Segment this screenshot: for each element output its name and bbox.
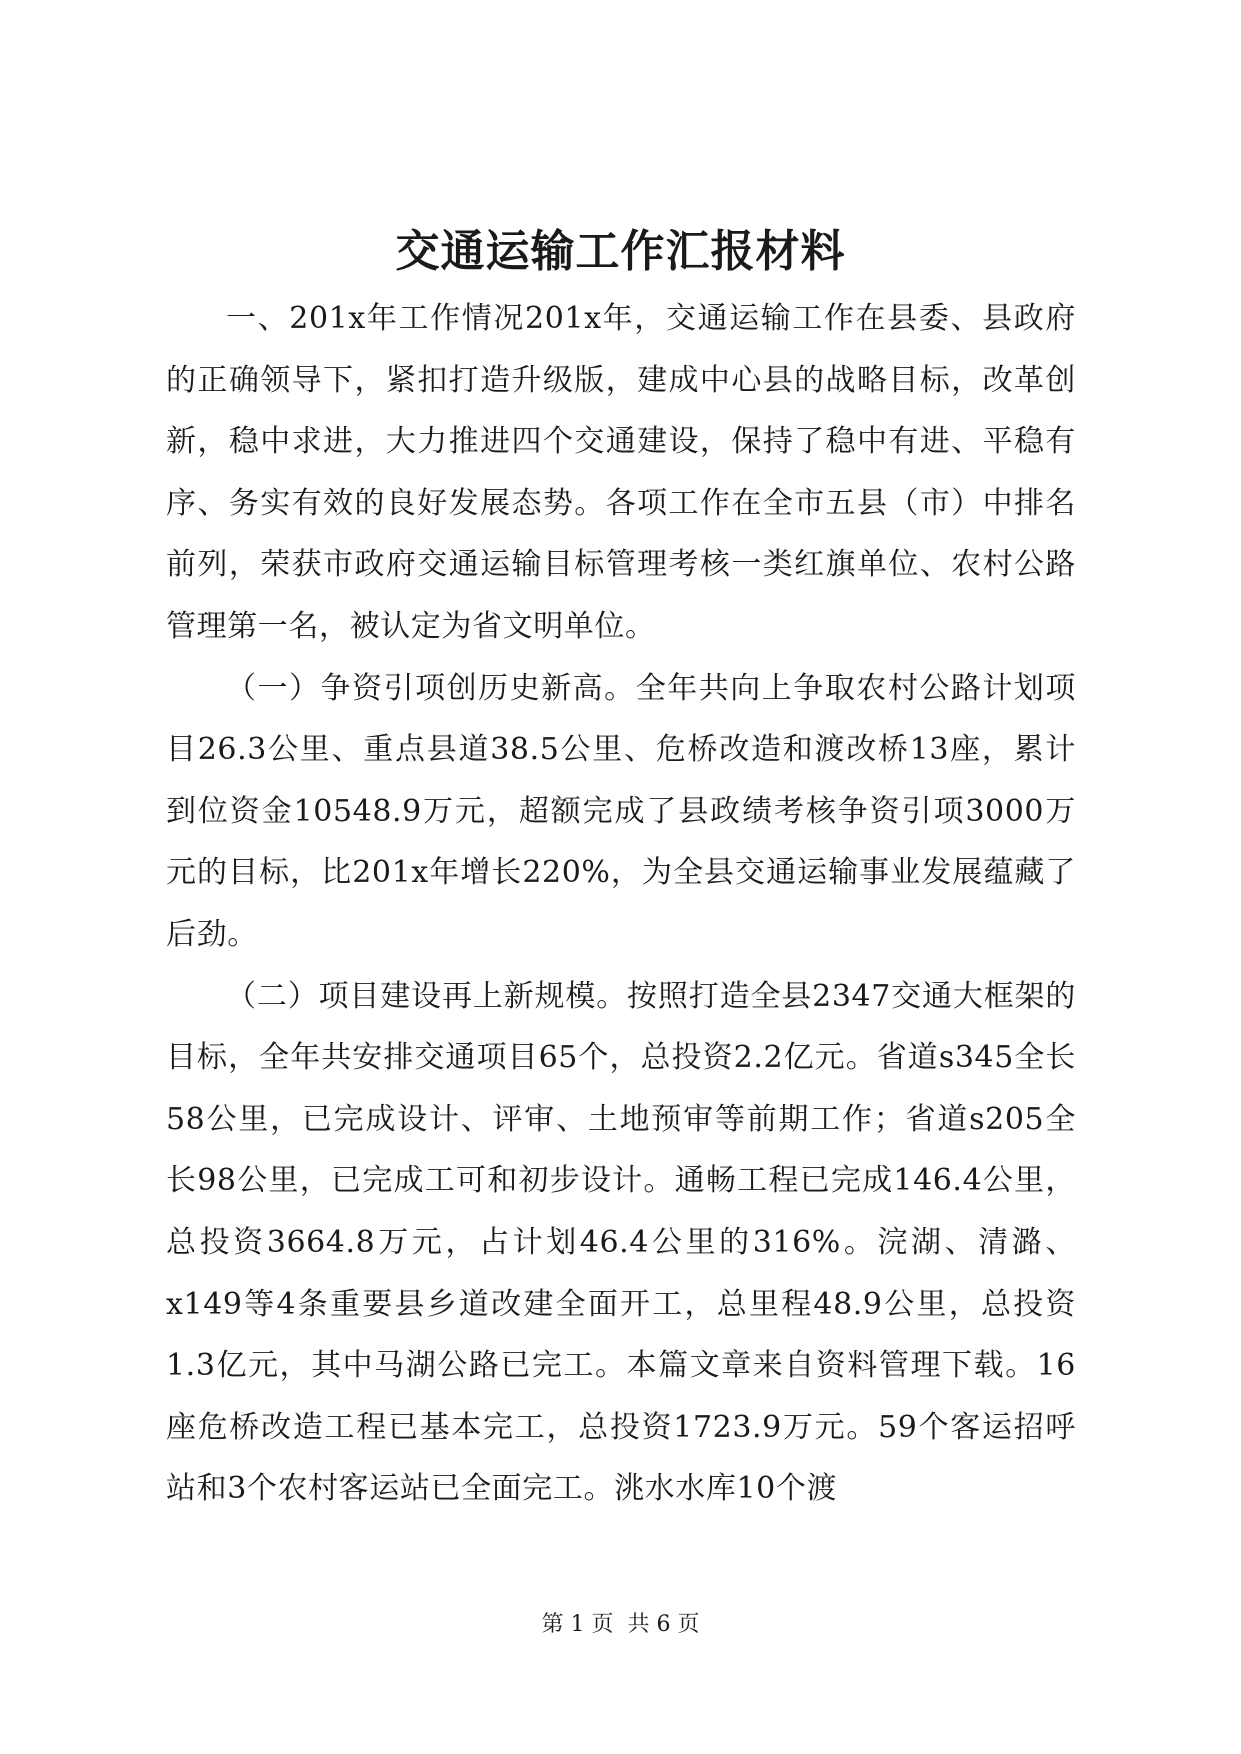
page-number-footer: 第 1 页 共 6 页: [541, 1612, 700, 1637]
paragraph-projects: （二）项目建设再上新规模。按照打造全县2347交通大框架的目标，全年共安排交通项目65个，总投资2.2亿元。省道s345全长58公里，已完成设计、评审、土地预审等前期工作；省道s205全长98公里，已完成工可和初步设计。通畅工程已完成146.4公里，总投资3664.8万元，占计划46.4公里的316%。浣湖、清潞、x149等4条重要县乡道改建全面开工，总里程48.9公里，总投资1.3亿元，其中马湖公路已完工。本篇文章来自资料管理下载。16座危桥改造工程已基本完工，总投资1723.9万元。59个客运招呼站和3个农村客运站已全面完工。洮水水库10个渡: [166, 978, 1076, 1507]
paragraph-funding: （一）争资引项创历史新高。全年共向上争取农村公路计划项目26.3公里、重点县道38.5公里、危桥改造和渡改桥13座，累计到位资金10548.9万元，超额完成了县政绩考核争资引项3000万元的目标，比201x年增长220%，为全县交通运输事业发展蕴藏了后劲。: [166, 670, 1076, 952]
paragraph-work-overview: 一、201x年工作情况201x年，交通运输工作在县委、县政府的正确领导下，紧扣打造升级版，建成中心县的战略目标，改革创新，稳中求进，大力推进四个交通建设，保持了稳中有进、平稳有序、务实有效的良好发展态势。各项工作在全市五县（市）中排名前列，荣获市政府交通运输目标管理考核一类红旗单位、农村公路管理第一名，被认定为省文明单位。: [166, 301, 1076, 644]
document-body: [166, 288, 1076, 1520]
document-title: 交通运输工作汇报材料: [395, 226, 846, 277]
